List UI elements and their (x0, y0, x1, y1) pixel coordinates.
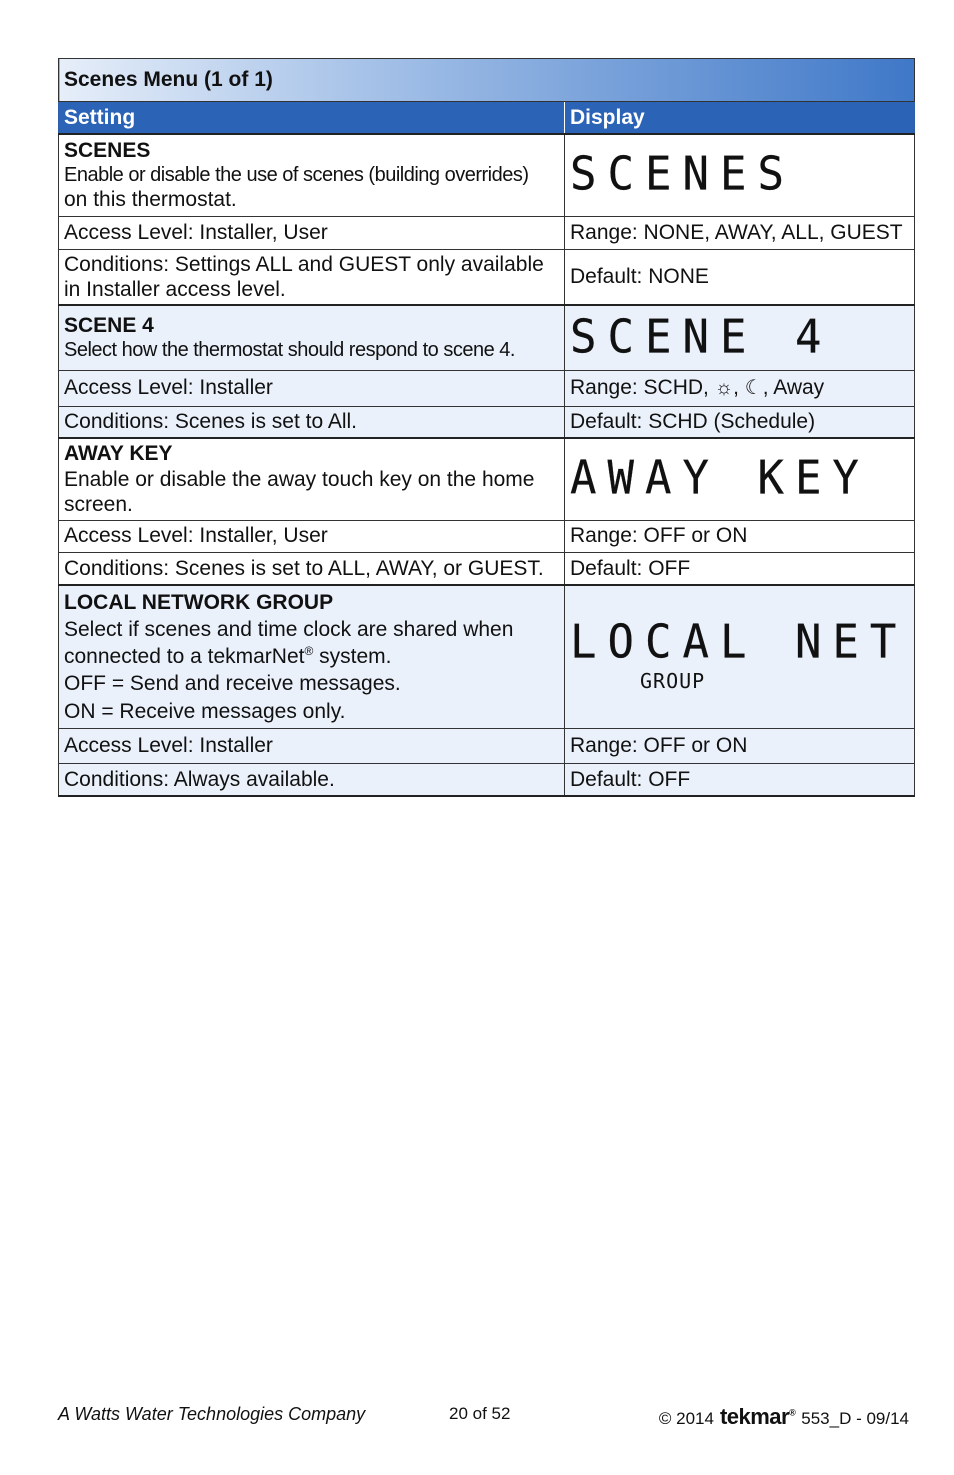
tekmar-logo (720, 1404, 795, 1430)
localnet-display-cell (565, 585, 915, 728)
localnet-description-4: ON = Receive messages only. (64, 699, 346, 723)
tekmar-logo-reg: ® (789, 1407, 796, 1418)
sun-icon: ☼ (714, 377, 734, 400)
localnet-default: Default: OFF (565, 763, 915, 796)
scenes-lcd-display: SCENES (570, 147, 795, 202)
awaykey-description: Enable or disable the away touch key on the home (64, 467, 535, 491)
scene4-range (565, 370, 915, 406)
localnet-description-1: Select if scenes and time clock are shared when (64, 617, 514, 641)
scenes-setting-cell (59, 134, 565, 216)
localnet-description-2b: system. (313, 645, 392, 669)
localnet-lcd-display: LOCAL NET (570, 615, 908, 669)
scene4-range-separator: , (733, 376, 739, 400)
scenes-name: SCENES (64, 139, 151, 163)
footer-right (659, 1404, 909, 1430)
footer-copyright: © 2014 (658, 1409, 714, 1428)
footer-doc-id: 553_D - 09/14 (801, 1409, 909, 1428)
scenes-conditions-1: Conditions: Settings ALL and GUEST only available (64, 252, 544, 276)
scene4-conditions: Conditions: Scenes is set to All. (59, 406, 565, 438)
scene4-access-level: Access Level: Installer (59, 370, 565, 406)
menu-title: Scenes Menu (1 of 1) (59, 59, 915, 102)
localnet-description-3: OFF = Send and receive messages. (64, 672, 401, 696)
footer-company: A Watts Water Technologies Company (58, 1404, 366, 1424)
setting-column-header: Setting (59, 102, 565, 135)
scenes-default: Default: NONE (565, 249, 915, 305)
scenes-description: Enable or disable the use of scenes (building overrides) (64, 164, 529, 187)
scene4-display-cell (565, 305, 915, 370)
awaykey-description-2: screen. (64, 492, 133, 516)
scenes-display-cell (565, 134, 915, 216)
scenes-access-level: Access Level: Installer, User (59, 216, 565, 249)
awaykey-setting-cell (59, 438, 565, 520)
scenes-conditions-2: in Installer access level. (64, 277, 286, 301)
localnet-lcd-subtext: GROUP (640, 668, 706, 693)
scenes-conditions (59, 249, 565, 305)
localnet-description-2a: connected to a tekmarNet (64, 645, 305, 669)
localnet-conditions: Conditions: Always available. (59, 763, 565, 796)
awaykey-name: AWAY KEY (64, 442, 173, 466)
display-column-header: Display (565, 102, 915, 135)
localnet-setting-cell (59, 585, 565, 728)
awaykey-range: Range: OFF or ON (565, 520, 915, 552)
footer-page-number: 20 of 52 (449, 1404, 511, 1423)
scene4-description: Select how the thermostat should respond to scene 4. (64, 339, 515, 362)
awaykey-access-level: Access Level: Installer, User (59, 520, 565, 552)
registered-mark: ® (304, 644, 314, 659)
localnet-range: Range: OFF or ON (565, 728, 915, 763)
tekmar-logo-text: tekmar (719, 1404, 790, 1429)
scene4-range-prefix: Range: SCHD, (570, 376, 709, 400)
scenes-menu-table (58, 58, 915, 797)
scene4-setting-cell (59, 305, 565, 370)
awaykey-default: Default: OFF (565, 552, 915, 585)
localnet-name: LOCAL NETWORK GROUP (64, 590, 334, 614)
localnet-access-level: Access Level: Installer (59, 728, 565, 763)
moon-icon: ☾ (744, 377, 763, 400)
scene4-range-suffix: , Away (762, 376, 825, 400)
scene4-name: SCENE 4 (64, 314, 154, 338)
awaykey-display-cell (565, 438, 915, 520)
scene4-lcd-display: SCENE 4 (570, 310, 833, 364)
scenes-description-2: on this thermostat. (64, 188, 237, 212)
awaykey-lcd-display: AWAY KEY (570, 451, 870, 506)
awaykey-conditions: Conditions: Scenes is set to ALL, AWAY, or GUEST. (59, 552, 565, 585)
scene4-default: Default: SCHD (Schedule) (565, 406, 915, 438)
scenes-range: Range: NONE, AWAY, ALL, GUEST (565, 216, 915, 249)
